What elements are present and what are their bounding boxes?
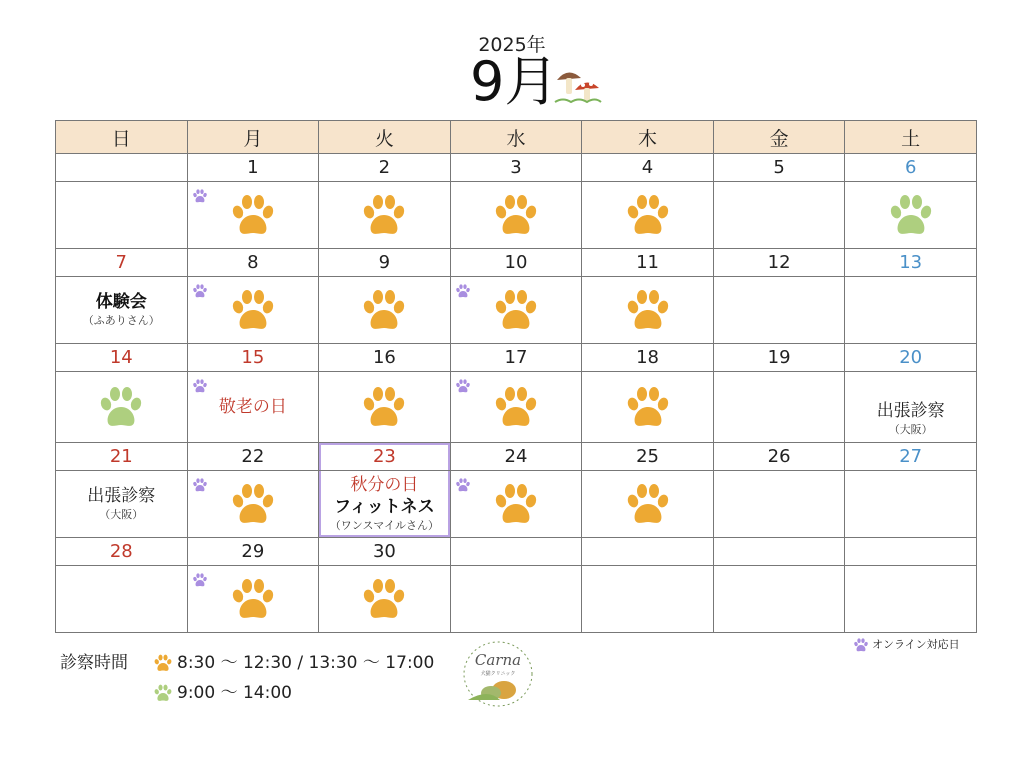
paw-orange-icon [360,397,408,416]
paw-green-icon [97,397,145,416]
day-content [187,566,319,633]
day-content [582,471,714,538]
day-content [56,277,188,344]
day-content [187,182,319,249]
date-row [56,249,977,277]
weekday-thu: 木 [582,121,714,154]
date-cell: 3 [450,154,582,182]
event-trial-session: 体験会 [95,292,147,312]
paw-orange-icon [624,397,672,416]
paw-orange-icon [360,589,408,608]
date-cell [56,154,188,182]
date-cell: 25 [582,443,714,471]
date-cell: 13 [845,249,977,277]
day-content [319,471,451,538]
paw-green-icon [887,205,935,224]
logo-sub: 犬猫クリニック [480,671,516,677]
paw-orange-icon [492,205,540,224]
day-content [845,471,977,538]
year-label: 2025年 [478,34,546,56]
date-cell: 16 [319,344,451,372]
day-content [56,471,188,538]
paw-orange-icon [153,653,177,673]
content-row [56,277,977,344]
online-legend [853,636,960,653]
event-fitness: フィットネス [334,497,435,517]
hours-weekday-line [153,648,434,673]
online-paw-icon [192,280,208,299]
paw-orange-icon [229,205,277,224]
weekday-mon: 月 [187,121,319,154]
date-cell: 11 [582,249,714,277]
event-house-call-note: （大阪） [888,423,933,436]
day-content [56,372,188,443]
mushroom-icon [553,66,603,106]
day-content [450,566,582,633]
date-cell: 6 [845,154,977,182]
date-cell: 7 [56,249,188,277]
paw-orange-icon [624,494,672,513]
date-cell: 15 [187,344,319,372]
date-cell: 18 [582,344,714,372]
day-content [319,277,451,344]
date-cell: 23 [319,443,451,471]
content-row [56,471,977,538]
event-fitness-note: （ワンスマイルさん） [329,519,440,532]
date-cell: 14 [56,344,188,372]
date-cell: 22 [187,443,319,471]
content-row [56,182,977,249]
day-content [187,372,319,443]
day-content [450,182,582,249]
date-cell [713,538,845,566]
date-cell: 4 [582,154,714,182]
date-cell: 1 [187,154,319,182]
day-content [319,566,451,633]
date-row [56,538,977,566]
paw-orange-icon [360,205,408,224]
date-cell: 8 [187,249,319,277]
online-paw-icon [853,638,872,651]
date-cell: 12 [713,249,845,277]
date-cell [845,538,977,566]
day-content [713,566,845,633]
paw-orange-icon [229,589,277,608]
date-cell: 19 [713,344,845,372]
paw-green-icon [153,683,177,703]
date-cell: 10 [450,249,582,277]
legend-online-text: オンライン対応日 [872,638,960,651]
content-row [56,372,977,443]
day-content [450,471,582,538]
hours-saturday: 9:00 〜 14:00 [177,683,292,703]
content-row [56,566,977,633]
day-content [582,182,714,249]
date-row [56,154,977,182]
event-house-call: 出張診察 [876,401,945,421]
day-content [582,277,714,344]
weekday-fri: 金 [713,121,845,154]
online-paw-icon [192,375,208,394]
day-content [56,566,188,633]
day-content [187,471,319,538]
date-cell: 26 [713,443,845,471]
date-cell: 2 [319,154,451,182]
day-content [582,566,714,633]
paw-orange-icon [624,300,672,319]
day-content [56,182,188,249]
hours-saturday-line [153,678,292,703]
logo-text: Carna [474,651,522,669]
paw-orange-icon [229,494,277,513]
date-cell: 5 [713,154,845,182]
date-cell: 21 [56,443,188,471]
online-paw-icon [192,474,208,493]
day-content [582,372,714,443]
event-respect-aged-day: 敬老の日 [218,397,287,417]
date-row [56,344,977,372]
online-paw-icon [192,185,208,204]
online-paw-icon [455,375,471,394]
day-content [845,372,977,443]
day-content [713,372,845,443]
weekday-sun: 日 [56,121,188,154]
date-cell: 20 [845,344,977,372]
paw-orange-icon [492,300,540,319]
paw-orange-icon [492,397,540,416]
online-paw-icon [192,569,208,588]
event-house-call-note: （大阪） [99,508,144,521]
date-cell: 24 [450,443,582,471]
day-content [450,372,582,443]
month-title: 9月 [470,50,559,113]
date-cell: 28 [56,538,188,566]
paw-orange-icon [360,300,408,319]
paw-orange-icon [624,205,672,224]
online-paw-icon [455,280,471,299]
clinic-logo [458,638,538,708]
date-cell [582,538,714,566]
weekday-wed: 水 [450,121,582,154]
day-content [713,182,845,249]
calendar-grid [55,120,977,633]
date-cell: 27 [845,443,977,471]
date-cell: 29 [187,538,319,566]
weekday-header-row [56,121,977,154]
date-cell [450,538,582,566]
event-trial-note: （ふありさん） [82,314,160,327]
day-content [319,182,451,249]
date-cell: 17 [450,344,582,372]
weekday-sat: 土 [845,121,977,154]
day-content [713,471,845,538]
day-content [845,566,977,633]
day-content [845,182,977,249]
paw-orange-icon [229,300,277,319]
day-content [845,277,977,344]
date-row [56,443,977,471]
day-content [713,277,845,344]
day-content [319,372,451,443]
paw-orange-icon [492,494,540,513]
date-cell: 9 [319,249,451,277]
day-content [450,277,582,344]
event-autumn-equinox: 秋分の日 [350,475,419,495]
hours-label: 診察時間 [60,653,128,673]
online-paw-icon [455,474,471,493]
event-house-call: 出張診察 [87,486,156,506]
hours-weekday: 8:30 〜 12:30 / 13:30 〜 17:00 [177,653,435,673]
day-content [187,277,319,344]
weekday-tue: 火 [319,121,451,154]
date-cell: 30 [319,538,451,566]
